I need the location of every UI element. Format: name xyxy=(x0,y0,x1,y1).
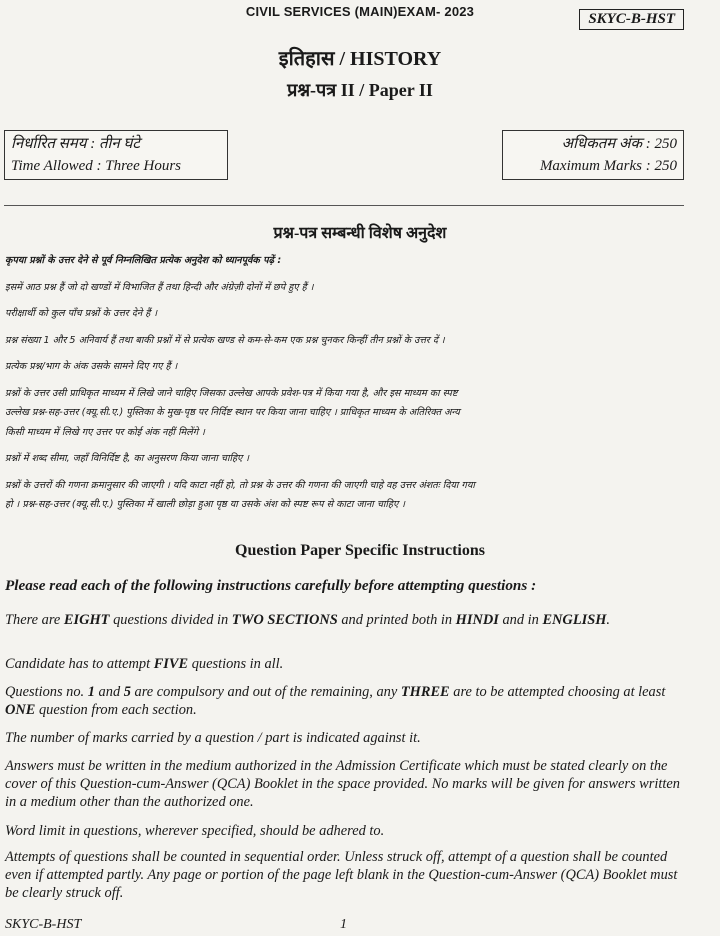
time-allowed-hindi: निर्धारित समय : तीन घंटे xyxy=(11,136,140,152)
hindi-instruction-line: प्रत्येक प्रश्न/भाग के अंक उसके सामने दिए गए हैं । xyxy=(5,361,178,372)
time-allowed-english: Time Allowed : Three Hours xyxy=(11,158,182,174)
hindi-instruction-line: प्रश्नों के उत्तरों की गणना क्रमानुसार की जाएगी । यदि काटा नहीं हो, तो प्रश्न के उत्तर की गणना की जाएगी चाहे वह उत्तर अंशतः दिया गया xyxy=(5,479,475,491)
exam-name: CIVIL SERVICES (MAIN)EXAM- 2023 xyxy=(245,4,475,19)
paper-code-box: SKYC-B-HST xyxy=(579,9,684,30)
hindi-instruction-line: प्रश्नों में शब्द सीमा, जहाँ विनिर्दिष्ट है, का अनुसरण किया जाना चाहिए । xyxy=(5,453,250,464)
subject-title: इतिहास / HISTORY xyxy=(278,48,442,70)
instruction-compulsory-questions: Questions no. 1 and 5 are compulsory and out of the remaining, any THREE are to be attempted choosing at least ONE question from each section. xyxy=(5,684,666,718)
footer-paper-code: SKYC-B-HST xyxy=(5,917,82,932)
paper-title: प्रश्न-पत्र II / Paper II xyxy=(287,80,433,100)
instruction-eight-questions: There are EIGHT questions divided in TWO SECTIONS and printed both in HINDI and in ENGLISH. xyxy=(5,612,611,628)
instruction-word-limit: Word limit in questions, wherever specified, should be adhered to. xyxy=(5,823,385,839)
hindi-instruction-line: परीक्षार्थी को कुल पाँच प्रश्नों के उत्तर देने हैं । xyxy=(5,308,158,319)
instruction-sequential-order: Attempts of questions shall be counted in sequential order. Unless struck off, attempt of a question shall be counted even if attempted partly. Any page or portion of the page left blank in the Question-cum-Answer (QCA) Booklet must be clearly struck off. xyxy=(5,849,678,901)
hindi-instruction-line: प्रश्न संख्या 1 और 5 अनिवार्य हैं तथा बाकी प्रश्नों में से प्रत्येक खण्ड से कम-से-कम एक प्रश्न चुनकर किन्हीं तीन प्रश्नों के उत्तर दें । xyxy=(5,334,445,346)
instruction-five-questions: Candidate has to attempt FIVE questions in all. xyxy=(5,656,284,672)
divider xyxy=(4,205,684,206)
english-instructions-lead: Please read each of the following instructions carefully before attempting questions : xyxy=(5,577,537,594)
hindi-instruction-line: हो । प्रश्न-सह-उत्तर (क्यू.सी.ए.) पुस्तिका में खाली छोड़ा हुआ पृष्ठ या उसके अंश को स्पष्ट रूप से काटा जाना चाहिए । xyxy=(5,499,405,510)
hindi-instruction-line: उल्लेख प्रश्न-सह-उत्तर (क्यू.सी.ए.) पुस्तिका के मुख-पृष्ठ पर निर्दिष्ट स्थान पर किया जाना चाहिए । प्राधिकृत माध्यम के अतिरिक्त अन्य xyxy=(5,407,460,418)
hindi-instruction-line: प्रश्नों के उत्तर उसी प्राधिकृत माध्यम में लिखे जाने चाहिए जिसका उल्लेख आपके प्रवेश-पत्र में किया गया है, और इस माध्यम का स्पष्ट xyxy=(5,387,458,399)
hindi-instructions-lead: कृपया प्रश्नों के उत्तर देने से पूर्व निम्नलिखित प्रत्येक अनुदेश को ध्यानपूर्वक पढ़ें : xyxy=(5,255,282,266)
instruction-medium: Answers must be written in the medium authorized in the Admission Certificate which must be stated clearly on the cover of this Question-cum-Answer (QCA) Booklet in the space provided. No marks will be given for answers written in a medium other than the authorized one. xyxy=(5,758,680,810)
maximum-marks-box xyxy=(502,130,684,180)
page-number: 1 xyxy=(340,917,347,932)
hindi-instruction-line: इसमें आठ प्रश्न हैं जो दो खण्डों में विभाजित हैं तथा हिन्दी और अंग्रेज़ी दोनों में छपे हुए हैं । xyxy=(5,281,314,293)
maximum-marks-english: Maximum Marks : 250 xyxy=(539,158,677,174)
hindi-instructions-heading: प्रश्न-पत्र सम्बन्धी विशेष अनुदेश xyxy=(273,225,447,242)
hindi-instructions xyxy=(5,251,685,515)
instruction-marks: The number of marks carried by a question / part is indicated against it. xyxy=(5,730,421,746)
time-allowed-box xyxy=(4,130,228,180)
hindi-instruction-line: किसी माध्यम में लिखे गए उत्तर पर कोई अंक नहीं मिलेंगे । xyxy=(5,426,205,438)
english-instructions-heading: Question Paper Specific Instructions xyxy=(235,542,485,559)
maximum-marks-hindi: अधिकतम अंक : 250 xyxy=(561,136,677,152)
